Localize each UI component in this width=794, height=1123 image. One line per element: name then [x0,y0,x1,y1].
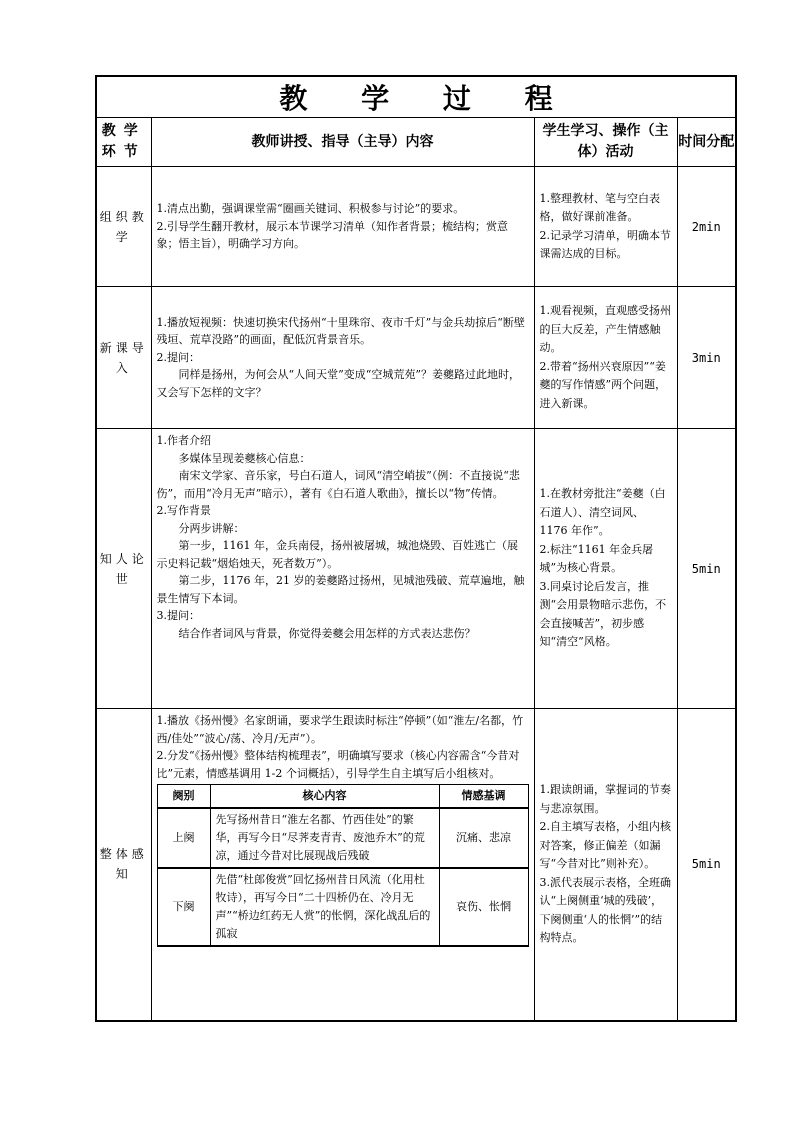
structure-table [157,784,529,947]
student-line: 3.同桌讨论后发言，推测“会用景物暗示悲伤，不会直接喊苦”，初步感知“清空”风格。 [539,579,667,649]
teacher-content [151,709,534,1021]
structure-cell: 先写扬州昔日“淮左名都、竹西佳处”的繁华，再写今日“尽荠麦青青、废池乔木”的荒凉，通过今昔对比展现战后残破 [210,808,439,868]
teacher-line: 2.引导学生翻开教材，展示本节课学习清单（知作者背景；梳结构；赏意象；悟主旨），明确学习方向。 [156,219,508,251]
student-activity [534,167,677,287]
table-row [96,287,736,429]
student-line: 1.观看视频，直观感受扬州的巨大反差，产生情感触动。 [539,304,671,354]
teacher-line: 1.播放短视频：快速切换宋代扬州“十里珠帘、夜市千灯”与金兵劫掠后“断壁残垣、荒草没路”的画面，配低沉背景音乐。 [156,315,525,347]
header-teacher: 教师讲授、指导（主导）内容 [151,118,534,167]
header-stage: 教学环节 [96,118,151,167]
time-value: 2min [677,167,736,287]
structure-cell: 哀伤、怅惘 [439,868,528,946]
student-line: 2.标注“1161 年金兵屠城”为核心背景。 [539,542,654,575]
teacher-line: 分两步讲解： [178,521,245,535]
student-line: 1.整理教材、笔与空白表格，做好课前准备。 [539,191,660,223]
student-activity [534,709,677,1021]
time-value: 5min [677,429,736,709]
structure-header-cell: 核心内容 [210,785,439,809]
teacher-line: 多媒体呈现姜夔核心信息： [178,451,311,465]
student-line: 2.记录学习清单，明确本节课需达成的目标。 [539,228,671,260]
teacher-line: 第一步，1161 年，金兵南侵，扬州被屠城，城池烧毁、百姓逃亡（展示史料记载“烟焰烛天，死者数万”）。 [156,539,518,570]
teacher-line: 同样是扬州，为何会从“人间天堂”变成“空城荒苑”？姜夔路过此地时，又会写下怎样的文字？ [156,368,520,399]
structure-cell: 先借“杜郎俊赏”回忆扬州昔日风流（化用杜牧诗），再写今日“二十四桥仍在、冷月无声”“桥边红药无人赏”的怅惘，深化战乱后的孤寂 [210,868,439,946]
teacher-content [151,429,534,709]
teacher-line: 1.播放《扬州慢》名家朗诵，要求学生跟读时标注“停顿”（如“淮左/名都，竹西/佳处”“波心/荡、冷月/无声”）。 [156,714,524,745]
student-line: 1.在教材旁批注“姜夔（白石道人）、清空词风、1176 年作”。 [539,487,666,538]
teacher-line: 1.清点出勤，强调课堂需“圈画关键词、积极参与讨论”的要求。 [156,202,465,216]
structure-header-cell: 阕别 [157,785,210,809]
structure-cell: 沉痛、悲凉 [439,808,528,868]
structure-table-row [157,868,528,946]
time-value: 3min [677,287,736,429]
student-activity [534,429,677,709]
stage-label: 整体感知 [96,709,151,1021]
student-activity [534,287,677,429]
structure-cell: 上阕 [157,808,210,868]
lesson-plan-page [95,75,735,1022]
teacher-line: 1.作者介绍 [156,434,211,447]
teacher-line: 2.分发“《扬州慢》整体结构梳理表”，明确填写要求（核心内容需含“今昔对比”元素，情感基调用 1-2 个词概括），引导学生自主填写后小组核对。 [156,749,520,780]
student-line: 2.自主填写表格，小组内核对答案，修正偏差（如漏写“今昔对比”则补充）。 [539,820,671,870]
header-time: 时间分配 [677,118,736,167]
table-title: 教 学 过 程 [96,76,736,118]
structure-cell: 下阕 [157,868,210,946]
structure-table-header [157,785,528,809]
teacher-line: 结合作者词风与背景，你觉得姜夔会用怎样的方式表达悲伤？ [178,626,476,640]
student-line: 1.跟读朗诵，掌握词的节奏与悲凉氛围。 [539,783,671,815]
header-student: 学生学习、操作（主体）活动 [534,118,677,167]
table-row [96,167,736,287]
structure-table-row [157,808,528,868]
teacher-line: 2.提问： [156,350,200,364]
teacher-line: 2.写作背景 [156,504,211,517]
student-line: 2.带着“扬州兴衰原因”“姜夔的写作情感”两个问题，进入新课。 [539,359,667,410]
teacher-line: 3.提问： [156,609,200,622]
stage-label: 新课导入 [96,287,151,429]
teacher-content [151,287,534,429]
table-row [96,709,736,1021]
structure-header-cell: 情感基调 [439,785,528,809]
teacher-line: 第二步，1176 年，21 岁的姜夔路过扬州，见城池残破、荒草遍地，触景生情写下本词。 [156,574,525,605]
stage-label: 知人论世 [96,429,151,709]
time-value: 5min [677,709,736,1021]
teaching-process-table [95,75,737,1022]
student-line: 3.派代表展示表格，全班确认“上阕侧重‘城的残破’，下阕侧重‘人的怅惘’”的结构特点。 [539,875,671,944]
teacher-line: 南宋文学家、音乐家，号白石道人，词风“清空峭拔”（例：不直接说“悲伤”，而用“冷月无声”暗示），著有《白石道人歌曲》，擅长以“物”传情。 [156,469,520,500]
stage-label: 组织教学 [96,167,151,287]
table-row [96,429,736,709]
teacher-content [151,167,534,287]
